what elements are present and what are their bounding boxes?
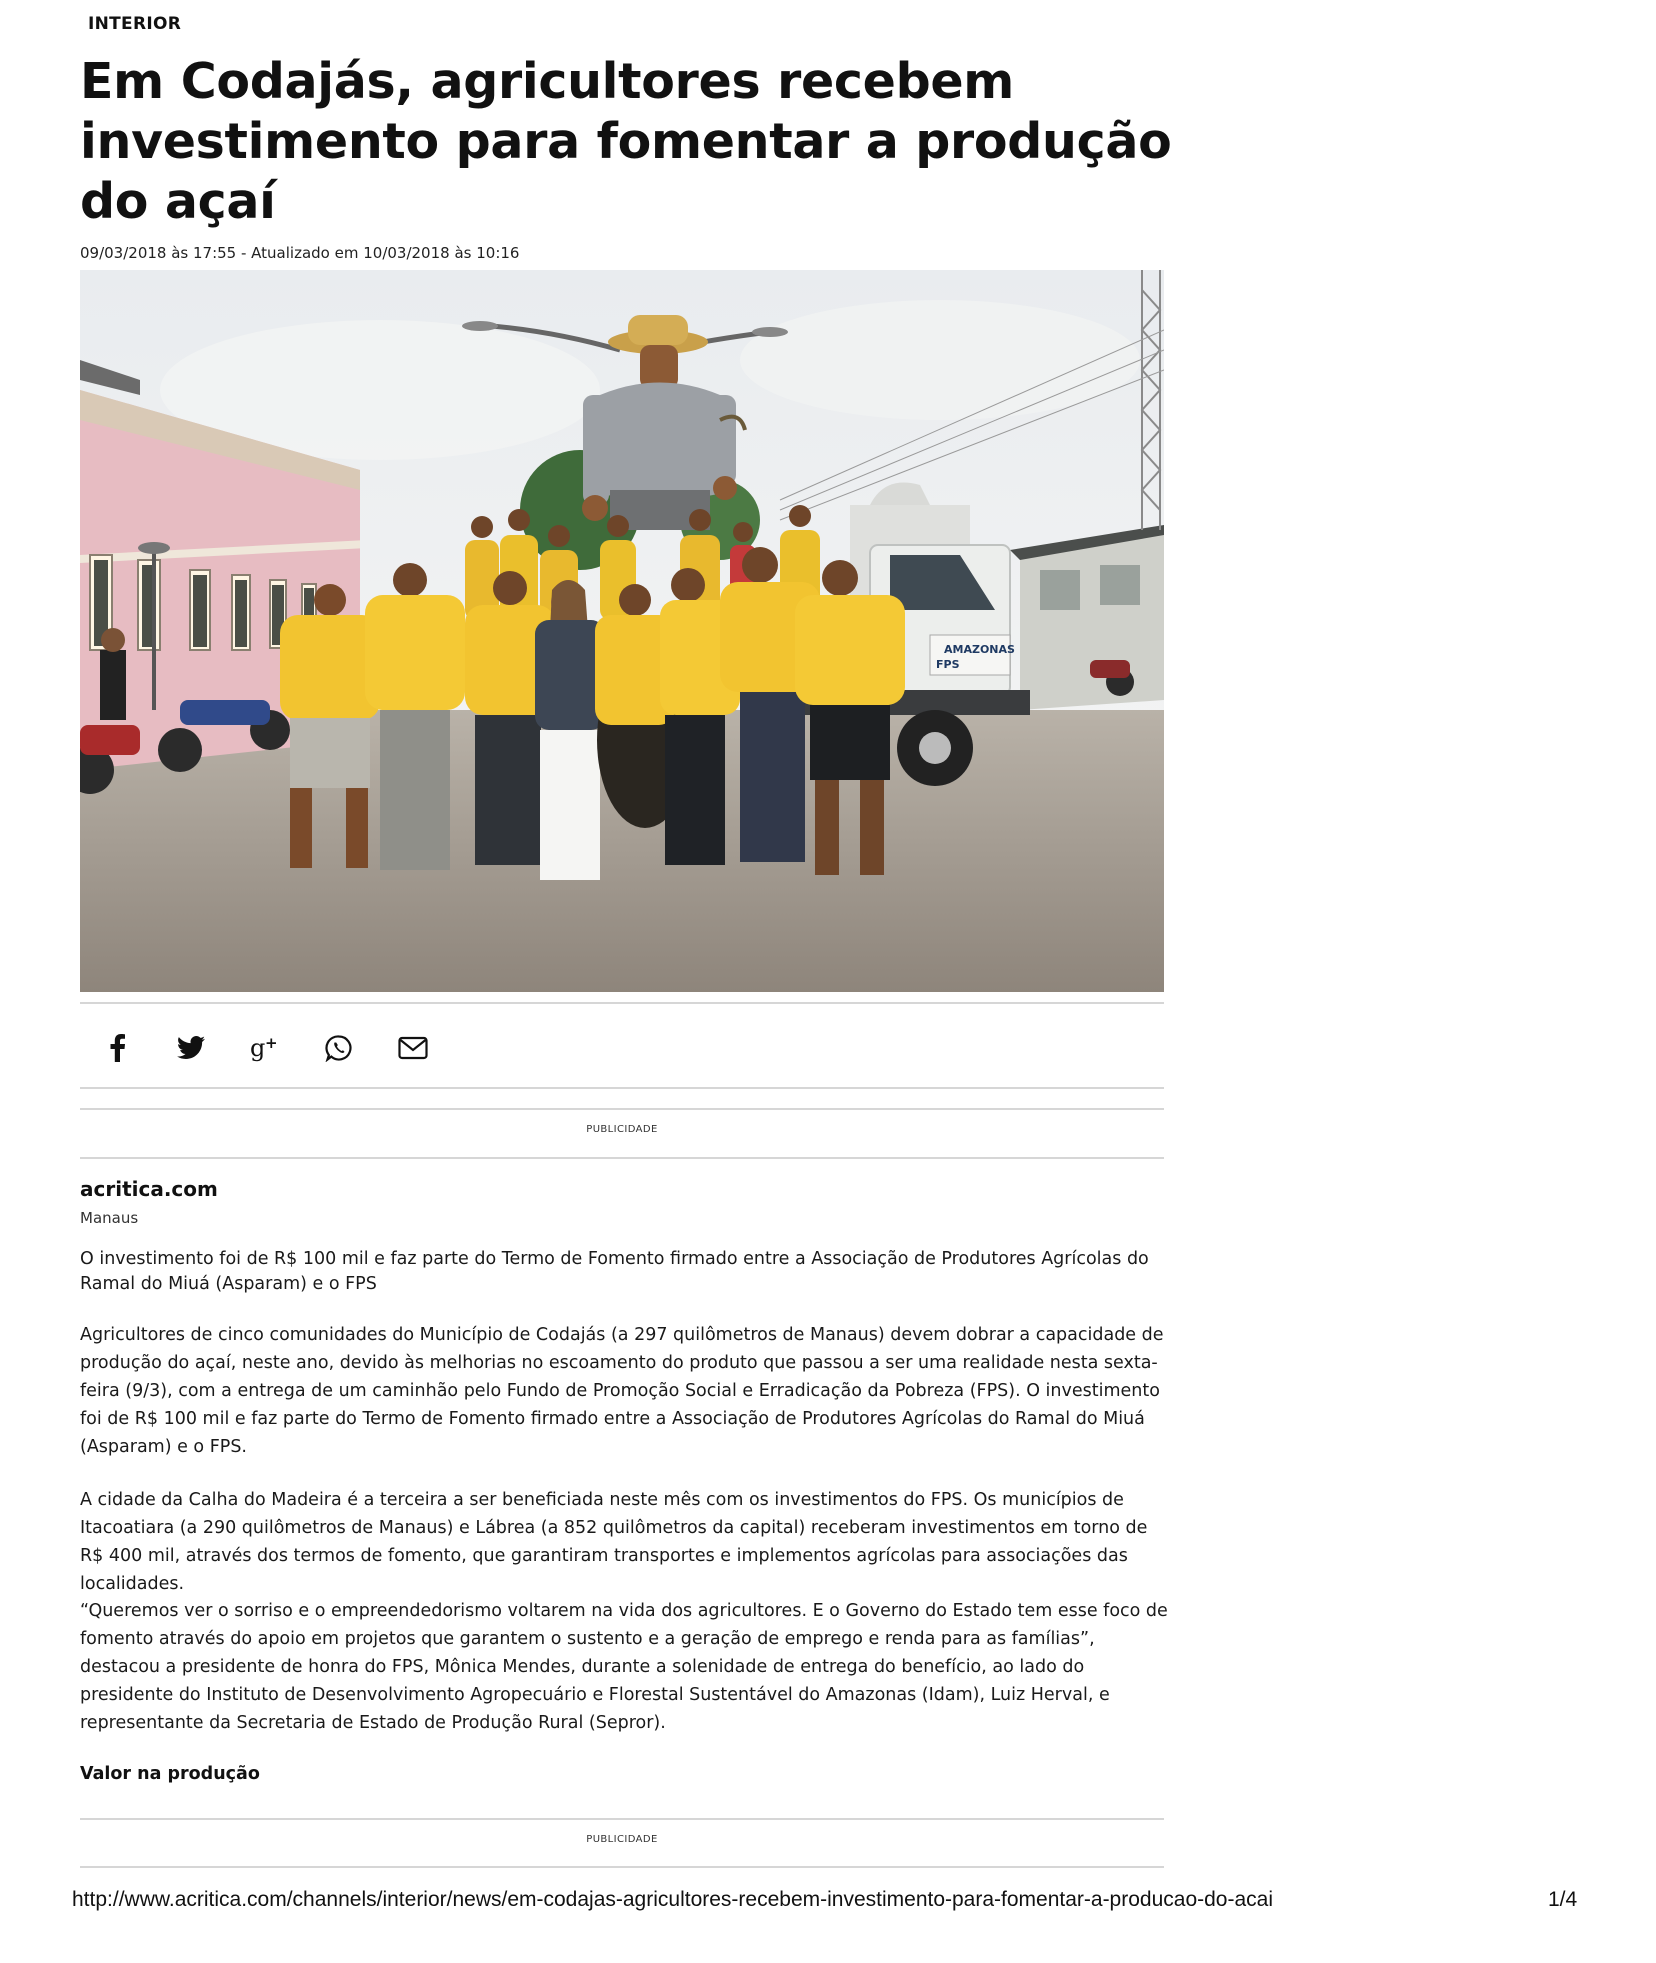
article-paragraph: “Queremos ver o sorriso e o empreendedorismo voltarem na vida dos agricultores. E o Governo do Estado tem esse foco de fomento através do apoio em projetos que garantem o sustento e a geração de emprego e renda para as famílias”, destacou a presidente de honra do FPS, Mônica Mendes, durante a solenidade de entrega do benefício, ao lado do presidente do Instituto de Desenvolvimento Agropecuário e Florestal Sustentável do Amazonas (Idam), Luiz Herval, e representante da Secretaria de Estado de Produção Rural (Sepror). [80, 1601, 1168, 1733]
article-lead: O investimento foi de R$ 100 mil e faz parte do Termo de Fomento firmado entre a Associação de Produtores Agrícolas do Ramal do Miuá (Asparam) e o FPS [80, 1249, 1149, 1294]
section-label[interactable]: INTERIOR [88, 14, 182, 34]
source-city: Manaus [80, 1209, 139, 1227]
truck-logo: FPS [936, 658, 960, 671]
divider [80, 1157, 1164, 1159]
whatsapp-icon[interactable] [302, 1020, 376, 1076]
ad-label: PUBLICIDADE [586, 1834, 658, 1845]
share-bar [80, 1020, 480, 1076]
page-number: 1/4 [1548, 1888, 1578, 1911]
email-icon[interactable] [376, 1020, 450, 1076]
divider [80, 1818, 1164, 1820]
divider [80, 1087, 1164, 1089]
ad-label: PUBLICIDADE [586, 1124, 658, 1135]
article-subheading: Valor na produção [80, 1764, 260, 1784]
svg-text:+: + [265, 1034, 278, 1052]
footer-url: http://www.acritica.com/channels/interior/news/em-codajas-agricultores-recebem-investimento-para-fomentar-a-producao-do-acai [72, 1888, 1273, 1911]
divider [80, 1108, 1164, 1110]
article-paragraph: Agricultores de cinco comunidades do Município de Codajás (a 297 quilômetros de Manaus) devem dobrar a capacidade de produção do açaí, neste ano, devido às melhorias no escoamento do produto que passou a ser uma realidade nesta sexta-feira (9/3), com a entrega de um caminhão pelo Fundo de Promoção Social e Erradicação da Pobreza (FPS). O investimento foi de R$ 100 mil e faz parte do Termo de Fomento firmado entre a Associação de Produtores Agrícolas do Ramal do Miuá (Asparam) e o FPS. [80, 1325, 1164, 1457]
facebook-icon[interactable] [80, 1020, 154, 1076]
twitter-icon[interactable] [154, 1020, 228, 1076]
source-name: acritica.com [80, 1177, 218, 1201]
google-plus-icon[interactable] [228, 1020, 302, 1076]
divider [80, 1002, 1164, 1004]
article-paragraph: A cidade da Calha do Madeira é a terceira a ser beneficiada neste mês com os investimentos do FPS. Os municípios de Itacoatiara (a 290 quilômetros de Manaus) e Lábrea (a 852 quilômetros da capital) receberam investimentos em torno de R$ 400 mil, através dos termos de fomento, que garantiram transportes e implementos agrícolas para associações das localidades. [80, 1490, 1148, 1594]
svg-text:g: g [250, 1034, 266, 1062]
article-photo [80, 270, 1164, 992]
article-headline: Em Codajás, agricultores recebem investimento para fomentar a produção do açaí [80, 53, 1172, 230]
article-dateline: 09/03/2018 às 17:55 - Atualizado em 10/03/2018 às 10:16 [80, 244, 520, 262]
divider [80, 1866, 1164, 1868]
truck-text: AMAZONAS [944, 643, 1015, 656]
